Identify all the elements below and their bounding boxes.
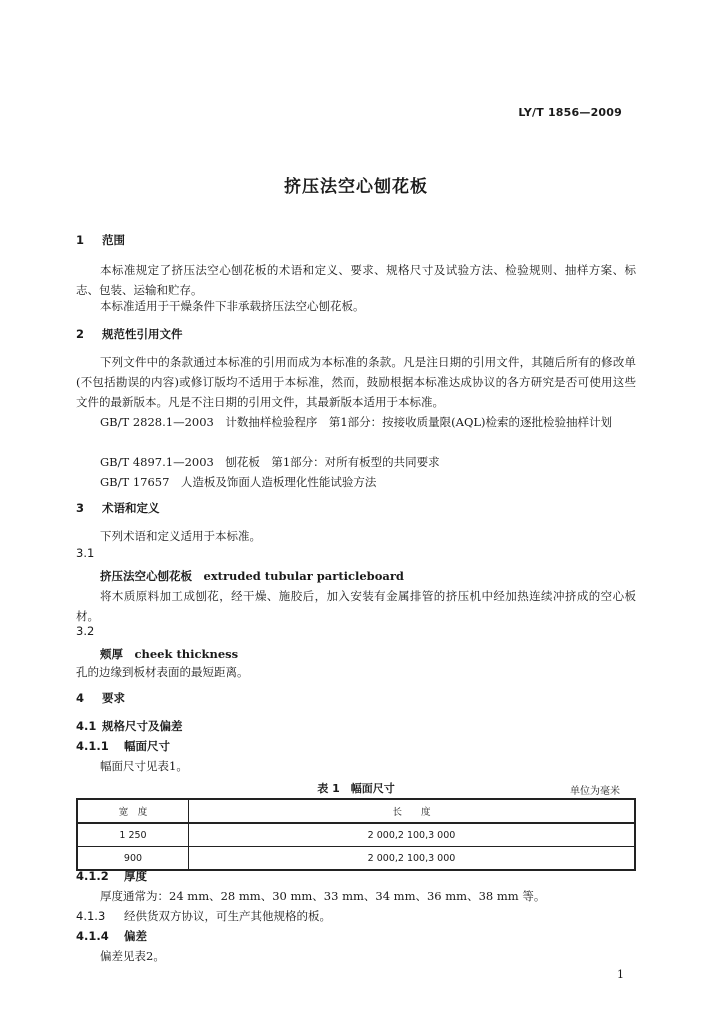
section-4-1-3-text: 经供货双方协议，可生产其他规格的板。 [124,909,331,923]
section-2-paragraph-1: 下列文件中的条款通过本标准的引用而成为本标准的条款。凡是注日期的引用文件，其随后所有的修改单(不包括勘误的内容)或修订版均不适用于本标准，然而，鼓励根据本标准达成协议的各方研究是否可使用这些文件的最新版本。凡是不注日期的引用文件，其最新版本适用于本标准。 [76,355,636,409]
term-1-title [100,566,404,586]
section-title: 偏差 [124,929,147,943]
section-title: 规范性引用文件 [102,327,183,341]
table-cell: 1 250 [77,823,189,847]
reference-2: GB/T 4897.1—2003 刨花板 第1部分：对所有板型的共同要求 [100,455,440,469]
term-2-title [100,644,238,664]
section-2-heading [76,326,183,342]
section-number: 4.1.1 [76,739,109,753]
reference-3: GB/T 17657 人造板及饰面人造板理化性能试验方法 [100,475,377,489]
section-title: 范围 [102,233,125,247]
section-1-heading [76,232,125,248]
table-header-row [77,799,635,823]
table-1-unit: 单位为毫米 [570,786,620,797]
section-4-1-1-paragraph: 幅面尺寸见表1。 [100,759,188,773]
page-number: 1 [617,968,624,981]
table-cell: 2 000,2 100,3 000 [189,847,636,871]
section-title: 幅面尺寸 [124,739,170,753]
section-4-1-4-paragraph: 偏差见表2。 [100,949,165,963]
section-title: 规格尺寸及偏差 [102,719,183,733]
section-number: 4.1.3 [76,909,106,923]
section-title: 术语和定义 [102,501,160,515]
term-2-definition: 孔的边缘到板材表面的最短距离。 [76,665,249,679]
table-row [77,823,635,847]
section-4-1-heading [76,718,183,734]
section-number: 4.1 [76,719,97,733]
section-number: 2 [76,327,85,341]
term-2-chinese: 颊厚 [100,647,123,661]
table-1 [76,798,636,871]
section-number: 1 [76,233,85,247]
table-cell: 900 [77,847,189,871]
section-4-heading [76,690,125,706]
table-cell: 2 000,2 100,3 000 [189,823,636,847]
section-4-1-4-heading [76,928,147,944]
section-number: 4 [76,691,85,705]
standard-code: LY/T 1856—2009 [518,106,622,119]
term-2-english: cheek thickness [134,647,239,661]
section-1-paragraph-1: 本标准规定了挤压法空心刨花板的术语和定义、要求、规格尺寸及试验方法、检验规则、抽样方案、标志、包装、运输和贮存。 [76,263,636,297]
table-header-width: 宽 度 [77,799,189,823]
section-number: 3 [76,501,85,515]
section-title: 厚度 [124,869,147,883]
reference-1: GB/T 2828.1—2003 计数抽样检验程序 第1部分：按接收质量限(AQL)检索的逐批检验抽样计划 [100,415,612,429]
section-1-paragraph-2: 本标准适用于干燥条件下非承载挤压法空心刨花板。 [100,299,365,313]
section-4-1-1-heading [76,738,170,754]
document-title: 挤压法空心刨花板 [284,177,428,197]
section-3-heading [76,500,160,516]
section-4-1-3 [76,906,331,926]
term-1-number: 3.1 [76,546,95,560]
section-4-1-2-heading [76,868,147,884]
section-4-1-2-paragraph: 厚度通常为：24 mm、28 mm、30 mm、33 mm、34 mm、36 mm、38 mm 等。 [100,889,546,903]
table-row [77,847,635,871]
term-1-english: extruded tubular particleboard [203,569,404,583]
section-3-paragraph-1: 下列术语和定义适用于本标准。 [100,529,261,543]
term-1-chinese: 挤压法空心刨花板 [100,569,192,583]
table-header-length: 长 度 [189,799,636,823]
section-number: 4.1.2 [76,869,109,883]
term-1-definition: 将木质原料加工成刨花，经干燥、施胶后，加入安装有金属排管的挤压机中经加热连续冲挤成的空心板材。 [76,589,636,623]
section-number: 4.1.4 [76,929,109,943]
section-title: 要求 [102,691,125,705]
table-1-caption: 表 1 幅面尺寸 [317,782,395,795]
term-2-number: 3.2 [76,624,95,638]
